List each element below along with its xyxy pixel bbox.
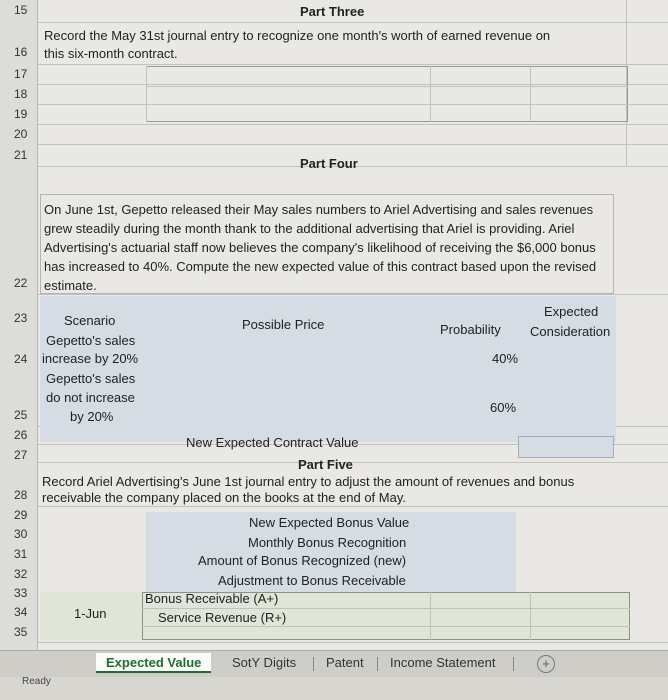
row-header-27[interactable]: 27	[0, 444, 38, 462]
row-header-22[interactable]: 22	[0, 166, 38, 294]
column-divider	[530, 66, 531, 122]
part-three-instruction-line1: Record the May 31st journal entry to recognize one month's worth of earned revenue on	[44, 28, 551, 43]
header-probability: Probability	[440, 322, 501, 337]
part-five-title: Part Five	[298, 457, 353, 472]
journal-entry-box	[146, 66, 628, 122]
part-three-instruction-line2: this six-month contract.	[44, 46, 178, 61]
table-background	[40, 296, 616, 442]
row-header-30[interactable]: 30	[0, 524, 38, 544]
scenario1-line2: increase by 20%	[42, 351, 139, 366]
row-header-25[interactable]: 25	[0, 376, 38, 426]
expected-value-cell[interactable]	[518, 436, 614, 458]
row-header-32[interactable]: 32	[0, 564, 38, 584]
gridline	[146, 104, 628, 105]
row-header-20[interactable]: 20	[0, 124, 38, 144]
row-header-29[interactable]: 29	[0, 506, 38, 524]
row-header-19[interactable]: 19	[0, 104, 38, 124]
scenario1-line1: Gepetto's sales	[46, 333, 136, 348]
gridline	[38, 506, 668, 507]
row-header-33[interactable]: 33	[0, 584, 38, 602]
gridline	[38, 64, 668, 65]
gridline	[38, 22, 668, 23]
calc-new-expected-bonus: New Expected Bonus Value	[249, 515, 410, 530]
part-five-instruction-line1: Record Ariel Advertising's June 1st journal entry to adjust the amount of revenues and bonus	[42, 474, 575, 489]
scenario2-line2: do not increase	[46, 390, 135, 405]
column-divider	[146, 66, 147, 122]
header-expected: Expected	[544, 304, 599, 319]
row-header-35[interactable]: 35	[0, 622, 38, 642]
row-header-28[interactable]: 28	[0, 462, 38, 506]
row-header-26[interactable]: 26	[0, 426, 38, 444]
gridline	[38, 124, 668, 125]
scenario1-probability[interactable]: 40%	[492, 351, 519, 366]
gridline	[38, 462, 668, 463]
tab-patent[interactable]: Patent	[326, 655, 364, 670]
tab-income-statement[interactable]: Income Statement	[390, 655, 496, 670]
column-divider	[430, 592, 431, 640]
part-three-title: Part Three	[300, 4, 365, 19]
calc-adjustment: Adjustment to Bonus Receivable	[218, 573, 406, 588]
row-header-16[interactable]: 16	[0, 22, 38, 64]
tab-separator	[313, 657, 314, 671]
header-possible-price: Possible Price	[242, 317, 325, 332]
gridline	[38, 144, 668, 145]
sheet-tab-bar	[0, 650, 668, 677]
tab-expected-value[interactable]: Expected Value	[96, 653, 211, 673]
row-header-18[interactable]: 18	[0, 84, 38, 104]
gridline	[142, 608, 630, 609]
entry-bonus-receivable: Bonus Receivable (A+)	[145, 591, 279, 606]
part-four-title: Part Four	[300, 156, 358, 171]
row-header-23[interactable]: 23	[0, 294, 38, 336]
row-header-24[interactable]: 24	[0, 336, 38, 376]
row-header-17[interactable]: 17	[0, 64, 38, 84]
tab-separator	[377, 657, 378, 671]
gridline	[38, 642, 668, 643]
part-five-instruction-line2: receivable the company placed on the books at the end of May.	[42, 490, 406, 505]
column-divider	[430, 66, 431, 122]
entry-date: 1-Jun	[74, 606, 107, 621]
total-label: New Expected Contract Value	[186, 435, 359, 450]
calc-monthly-bonus: Monthly Bonus Recognition	[248, 535, 407, 550]
scenario2-line1: Gepetto's sales	[46, 371, 136, 386]
tab-separator	[513, 657, 514, 671]
status-ready: Ready	[22, 676, 51, 687]
calc-amount-recognized: Amount of Bonus Recognized (new)	[198, 553, 407, 568]
part-four-paragraph: On June 1st, Gepetto released their May sales numbers to Ariel Advertising and sales revenues grew steadily during the month thank to the additional advertising that Ariel is providing. Ariel Advertising's actuarial staff now believes the company's likelihood of receiving the $6,000 bonus has increased to 40%. Compute the new expected value of this contract based upon the revised estimate.	[44, 202, 597, 293]
tab-soty-digits[interactable]: SotY Digits	[232, 655, 297, 670]
gridline	[146, 86, 628, 87]
entry-service-revenue: Service Revenue (R+)	[158, 610, 287, 625]
row-header-15[interactable]: 15	[0, 0, 38, 22]
scenario2-probability[interactable]: 60%	[490, 400, 517, 415]
add-sheet-icon[interactable]: +	[537, 655, 555, 673]
header-scenario: Scenario	[64, 313, 116, 328]
row-header-34[interactable]: 34	[0, 602, 38, 622]
scenario2-line3: by 20%	[70, 409, 114, 424]
row-header-21[interactable]: 21	[0, 144, 38, 166]
column-divider	[530, 592, 531, 640]
header-consideration: Consideration	[530, 324, 611, 339]
gridline	[142, 626, 630, 627]
row-header-31[interactable]: 31	[0, 544, 38, 564]
